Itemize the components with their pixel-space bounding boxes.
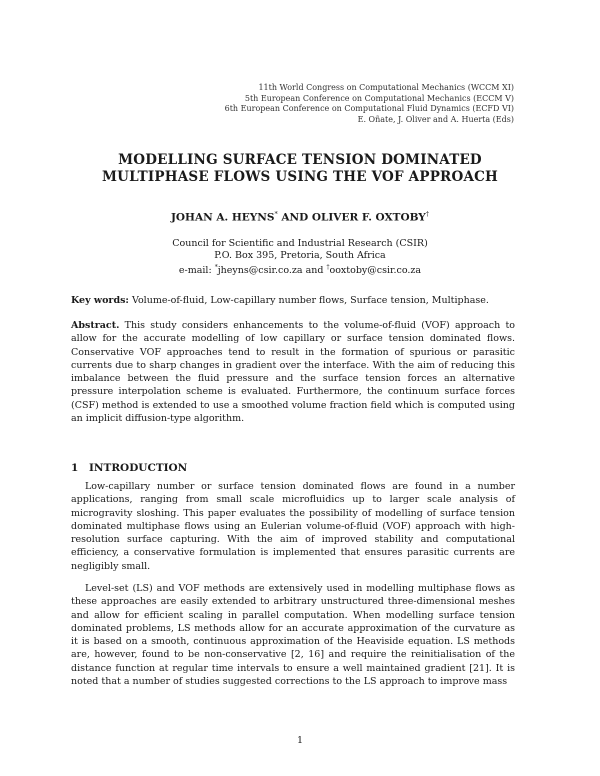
abstract-label: Abstract.: [71, 320, 120, 331]
author-2: OLIVER F. OXTOBY: [311, 211, 426, 224]
email-mark-1: *: [214, 264, 218, 271]
title-line-2: MULTIPHASE FLOWS USING THE VOF APPROACH: [101, 169, 499, 185]
abstract-text: This study considers enhancements to the volume-of-fluid (VOF) approach to allow for the accurate modelling of low capillary or surface tension dominated flows. Conservative VOF approaches tend to result in the formation of spurious or parasitic currents due to sharp changes in gradient over the interface. With the aim of reducing this imbalance between the fluid pressure and the surface tension forces an alternative pressure interpolation scheme is evaluated. Furthermore, the continuum surface forces (CSF) method is extended to use a smoothed volume fraction field which is computed using an implicit diffusion-type algorithm.: [71, 320, 515, 425]
section-heading: [71, 462, 187, 474]
email-and: and: [302, 265, 327, 277]
institution: Council for Scientific and Industrial Research (CSIR): [172, 238, 428, 249]
author-2-mark: †: [425, 210, 430, 218]
email-mark-2: †: [326, 264, 330, 271]
intro-paragraph-2: Level-set (LS) and VOF methods are extensively used in modelling multiphase flows as these approaches are easily extended to arbitrary unstructured three-dimensional meshes and allow for efficient scaling in parallel computation. When modelling surface tension dominated problems, LS methods allow for an accurate approximation of the curvature as it is based on a smooth, continuous approximation of the Heaviside equation. LS methods are, however, found to be non-conservative [2, 16] and require the reinitialisation of the distance function at regular time intervals to ensure a well maintained gradient [21]. It is noted that a number of studies suggested corrections to the LS approach to improve mass: [71, 583, 515, 688]
email-link-2[interactable]: ooxtoby@csir.co.za: [329, 265, 422, 277]
author-1-mark: *: [274, 210, 278, 218]
keywords-label: Key words:: [71, 295, 129, 306]
author-list: [0, 210, 600, 224]
conference-header: [225, 83, 514, 125]
editors-line: E. Oñate, J. Oliver and A. Huerta (Eds): [357, 114, 514, 124]
email-prefix: e-mail:: [178, 265, 215, 277]
paper-title: [0, 152, 600, 186]
section-title: INTRODUCTION: [89, 462, 188, 474]
page-number: 1: [296, 735, 304, 746]
intro-paragraph-1: Low-capillary number or surface tension dominated flows are found in a number applications, ranging from small scale microfluidics up to larger scale analysis of microgravity sloshing. This paper evaluates the possibility of modelling of surface tension dominated multiphase flows using an Eulerian volume-of-fluid (VOF) approach with high-resolution surface capturing. With the aim of improved stability and computational efficiency, a conservative formulation is implemented that ensures parasitic currents are negligibly small.: [71, 481, 515, 572]
address: P.O. Box 395, Pretoria, South Africa: [214, 250, 386, 261]
section-number: 1: [71, 462, 79, 474]
email-line: [0, 262, 600, 277]
abstract: [71, 319, 515, 425]
conference-line: 6th European Conference on Computational Fluid Dynamics (ECFD VI): [224, 104, 514, 113]
affiliation: [0, 238, 600, 277]
conference-line: 11th World Congress on Computational Mechanics (WCCM XI): [258, 83, 514, 92]
keywords: [71, 294, 515, 307]
author-1: JOHAN A. HEYNS: [170, 211, 275, 224]
email-link-1[interactable]: jheyns@csir.co.za: [217, 265, 303, 277]
author-conjunction: AND: [277, 211, 312, 224]
title-line-1: MODELLING SURFACE TENSION DOMINATED: [118, 152, 482, 168]
conference-line: 5th European Conference on Computational Mechanics (ECCM V): [244, 93, 514, 103]
keywords-text: Volume-of-fluid, Low-capillary number flows, Surface tension, Multiphase.: [128, 295, 489, 306]
